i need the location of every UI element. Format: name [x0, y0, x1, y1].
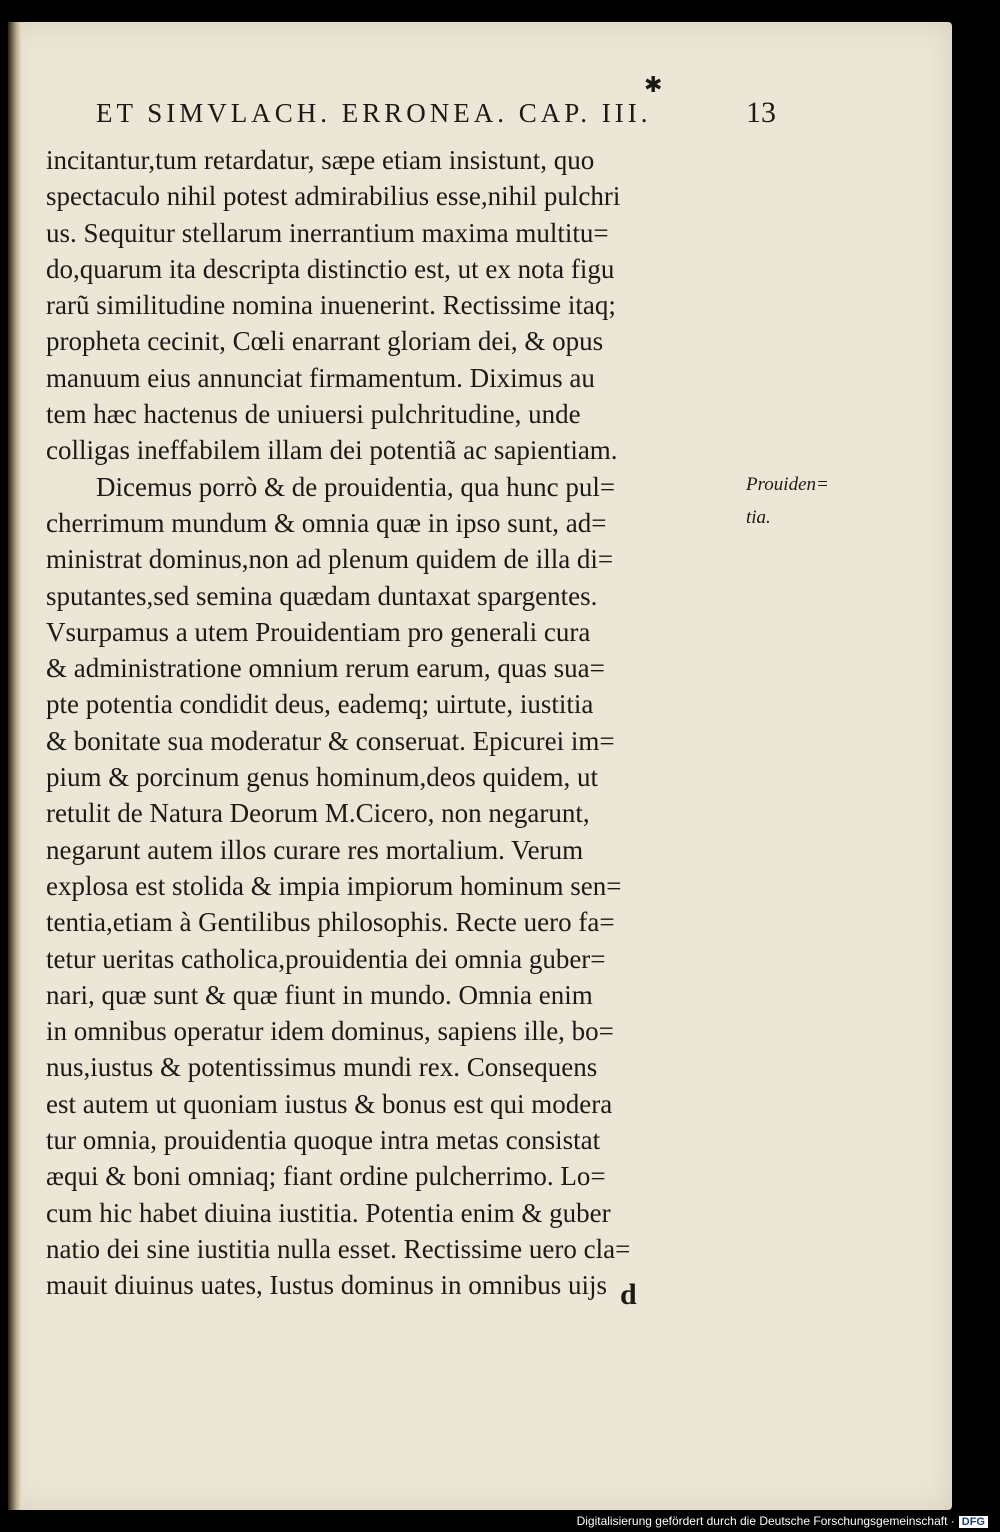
book-page	[8, 22, 952, 1510]
text-line: pium & porcinum genus hominum,deos quidem, ut	[46, 762, 598, 793]
text-line: spectaculo nihil potest admirabilius esse,nihil pulchri	[46, 181, 621, 212]
footer-credit	[577, 1514, 988, 1528]
text-line: Vsurpamus a utem Prouidentiam pro generali cura	[46, 616, 591, 647]
text-line: cherrimum mundum & omnia quæ in ipso sunt, ad=	[46, 507, 607, 538]
text-line: pte potentia condidit deus, eademq; uirtute, iustitia	[46, 689, 594, 720]
text-line: Dicemus porrò & de prouidentia, qua hunc pul=	[96, 471, 616, 502]
text-line: & bonitate sua moderatur & conseruat. Epicurei im=	[46, 725, 615, 756]
text-line: negarunt autem illos curare res mortalium. Verum	[46, 834, 584, 865]
text-line: tur omnia, prouidentia quoque intra metas consistat	[46, 1125, 601, 1156]
text-line: manuum eius annunciat firmamentum. Diximus au	[46, 362, 595, 393]
text-line: natio dei sine iustitia nulla esset. Rectissime uero cla=	[46, 1233, 631, 1264]
page-gutter	[8, 22, 22, 1510]
footer-credit-text: Digitalisierung gefördert durch die Deutsche Forschungsgemeinschaft ·	[576, 1514, 955, 1528]
text-line: explosa est stolida & impia impiorum hominum sen=	[46, 870, 622, 901]
text-line: cum hic habet diuina iustitia. Potentia enim & guber	[46, 1197, 611, 1228]
text-line: tentia,etiam à Gentilibus philosophis. Recte uero fa=	[46, 907, 615, 938]
margin-note	[746, 468, 856, 534]
text-line: æqui & boni omniaq; fiant ordine pulcherrimo. Lo=	[46, 1161, 606, 1192]
running-head: ET SIMVLACH. ERRONEA. CAP. III.	[96, 98, 652, 128]
text-line: tetur ueritas catholica,prouidentia dei omnia guber=	[46, 943, 606, 974]
page-number: 13	[746, 96, 776, 129]
text-line: sputantes,sed semina quædam duntaxat spargentes.	[46, 580, 598, 611]
text-line: in omnibus operatur idem dominus, sapiens ille, bo=	[46, 1016, 614, 1047]
text-line: nari, quæ sunt & quæ fiunt in mundo. Omnia enim	[46, 979, 593, 1010]
text-line: propheta cecinit, Cœli enarrant gloriam dei, & opus	[46, 326, 604, 357]
page-header	[96, 90, 776, 140]
text-line: us. Sequitur stellarum inerrantium maxima multitu=	[46, 217, 609, 248]
text-line: ministrat dominus,non ad plenum quidem de illa di=	[46, 544, 614, 575]
text-line: & administratione omnium rerum earum, quas sua=	[46, 653, 605, 684]
text-line: retulit de Natura Deorum M.Cicero, non negarunt,	[46, 798, 590, 829]
text-line: colligas ineffabilem illam dei potentiã ac sapientiam.	[46, 435, 618, 466]
margin-note-line: tia.	[746, 507, 771, 528]
body-text	[46, 142, 758, 1304]
margin-note-line: Prouiden=	[746, 474, 829, 495]
text-line: incitantur,tum retardatur, sæpe etiam insistunt, quo	[46, 145, 595, 175]
text-line: do,quarum ita descripta distinctio est, ut ex nota figu	[46, 253, 615, 284]
signature-mark: d	[620, 1278, 637, 1311]
text-line: est autem ut quoniam iustus & bonus est qui modera	[46, 1088, 613, 1119]
printer-mark: ✱	[644, 72, 663, 97]
dfg-logo: DFG	[959, 1516, 988, 1528]
text-line: nus,iustus & potentissimus mundi rex. Consequens	[46, 1052, 598, 1083]
text-line: mauit diuinus uates, Iustus dominus in omnibus uijs	[46, 1270, 608, 1301]
text-line: rarũ similitudine nomina inuenerint. Rectissime itaq;	[46, 290, 616, 321]
text-line: tem hæc hactenus de uniuersi pulchritudine, unde	[46, 399, 581, 430]
